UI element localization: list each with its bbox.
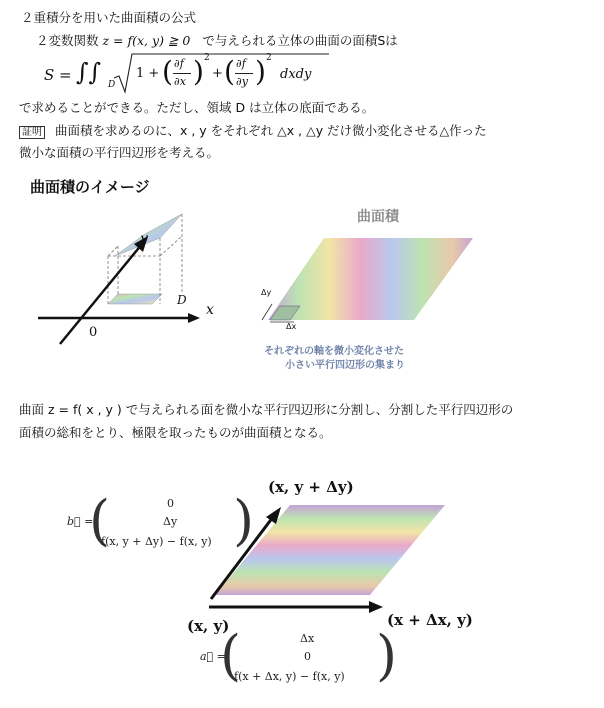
formula-one-plus: 1 + <box>136 66 160 81</box>
base-region-d <box>108 294 162 304</box>
frac2-den: ∂y <box>236 75 248 88</box>
para2-line-1: 曲面 z = f( x , y ) で与えられる面を微小な平行四辺形に分割し、分割した平行四辺形の <box>19 402 514 417</box>
intro-line <box>36 33 398 49</box>
vector-b-comp-2: Δy <box>163 515 178 528</box>
fig1-right-title: 曲面積 <box>357 209 399 225</box>
proof-line-1 <box>19 123 487 139</box>
vector-a-comp-1: Δx <box>300 632 315 645</box>
intro-prefix: ２変数関数 <box>36 33 99 48</box>
vector-b-paren-close: ) <box>233 489 255 552</box>
fig1-dy-label: Δy <box>261 288 272 297</box>
vector-a-comp-2: 0 <box>304 650 311 663</box>
right-point-label: (x + Δx, y) <box>387 611 473 629</box>
frac2-num: ∂f <box>236 57 246 70</box>
double-integral-sign: ∫∫ <box>76 58 102 86</box>
vector-a-arrowhead <box>369 601 383 613</box>
origin-point-label: (x, y) <box>187 617 230 635</box>
vector-b <box>67 489 255 555</box>
fig1-x-label: x <box>206 302 214 318</box>
surface-area-formula <box>44 52 364 98</box>
paren-open-2: ( <box>224 55 235 88</box>
vector-a-comp-3: f(x + Δx, y) − f(x, y) <box>234 670 345 683</box>
after-formula-text: で求めることができる。ただし、領域 D は立体の底面である。 <box>19 100 375 115</box>
formula-domain: D <box>108 80 116 90</box>
frac2-bar <box>235 73 253 74</box>
proof-tag: 証明 <box>19 126 45 139</box>
fig1-dx-label: Δx <box>286 322 297 331</box>
figure1-title: 曲面積のイメージ <box>30 178 150 196</box>
formula-lhs: S = <box>44 66 72 84</box>
vector-a-paren-open: ( <box>220 624 242 687</box>
vector-b-label: b⃗ = <box>67 515 94 528</box>
surface-patch <box>115 214 182 256</box>
vector-b-comp-1: 0 <box>167 497 174 510</box>
square-exponent-1: 2 <box>204 53 210 63</box>
para2-line-2: 面積の総和をとり、極限を取ったものが曲面積となる。 <box>19 425 332 440</box>
fig1-y-label: y <box>140 231 148 247</box>
vector-b-paren-open: ( <box>89 489 111 552</box>
x-axis-arrowhead <box>188 313 200 323</box>
proof-line-2: 微小な面積の平行四辺形を考える。 <box>19 145 220 160</box>
frac1-num: ∂f <box>174 57 184 70</box>
intro-suffix: で与えられる立体の曲面の面積Sは <box>202 33 398 48</box>
paren-close-2: ) <box>255 55 266 88</box>
fig1-origin-label: 0 <box>89 325 98 340</box>
top-point-label: (x, y + Δy) <box>268 478 354 496</box>
square-exponent-2: 2 <box>266 53 272 63</box>
vector-a <box>200 624 400 694</box>
section-title: ２重積分を用いた曲面積の公式 <box>21 10 197 25</box>
proof-text-1: 曲面積を求めるのに、x , y をそれぞれ △x , △y だけ微小変化させる△作った <box>54 123 487 138</box>
vector-a-label: a⃗ = <box>200 650 226 663</box>
formula-plus: + <box>212 66 223 81</box>
frac1-den: ∂x <box>174 75 186 88</box>
vector-a-paren-close: ) <box>376 624 398 687</box>
fig1-caption-2: 小さい平行四辺形の集まり <box>285 360 405 371</box>
frac1-bar <box>173 73 191 74</box>
paren-close-1: ) <box>193 55 204 88</box>
vector-b-comp-3: f(x, y + Δy) − f(x, y) <box>101 535 212 548</box>
formula-differentials: dxdy <box>280 67 312 82</box>
intro-function: z = f(x, y) ≧ 0 <box>102 33 191 48</box>
fig1-caption-1: それぞれの軸を微小変化させた <box>264 346 404 357</box>
dashed-box <box>108 214 182 304</box>
paren-open-1: ( <box>162 55 173 88</box>
figure1-left-diagram <box>30 196 270 366</box>
fig1-d-label: D <box>177 293 187 307</box>
